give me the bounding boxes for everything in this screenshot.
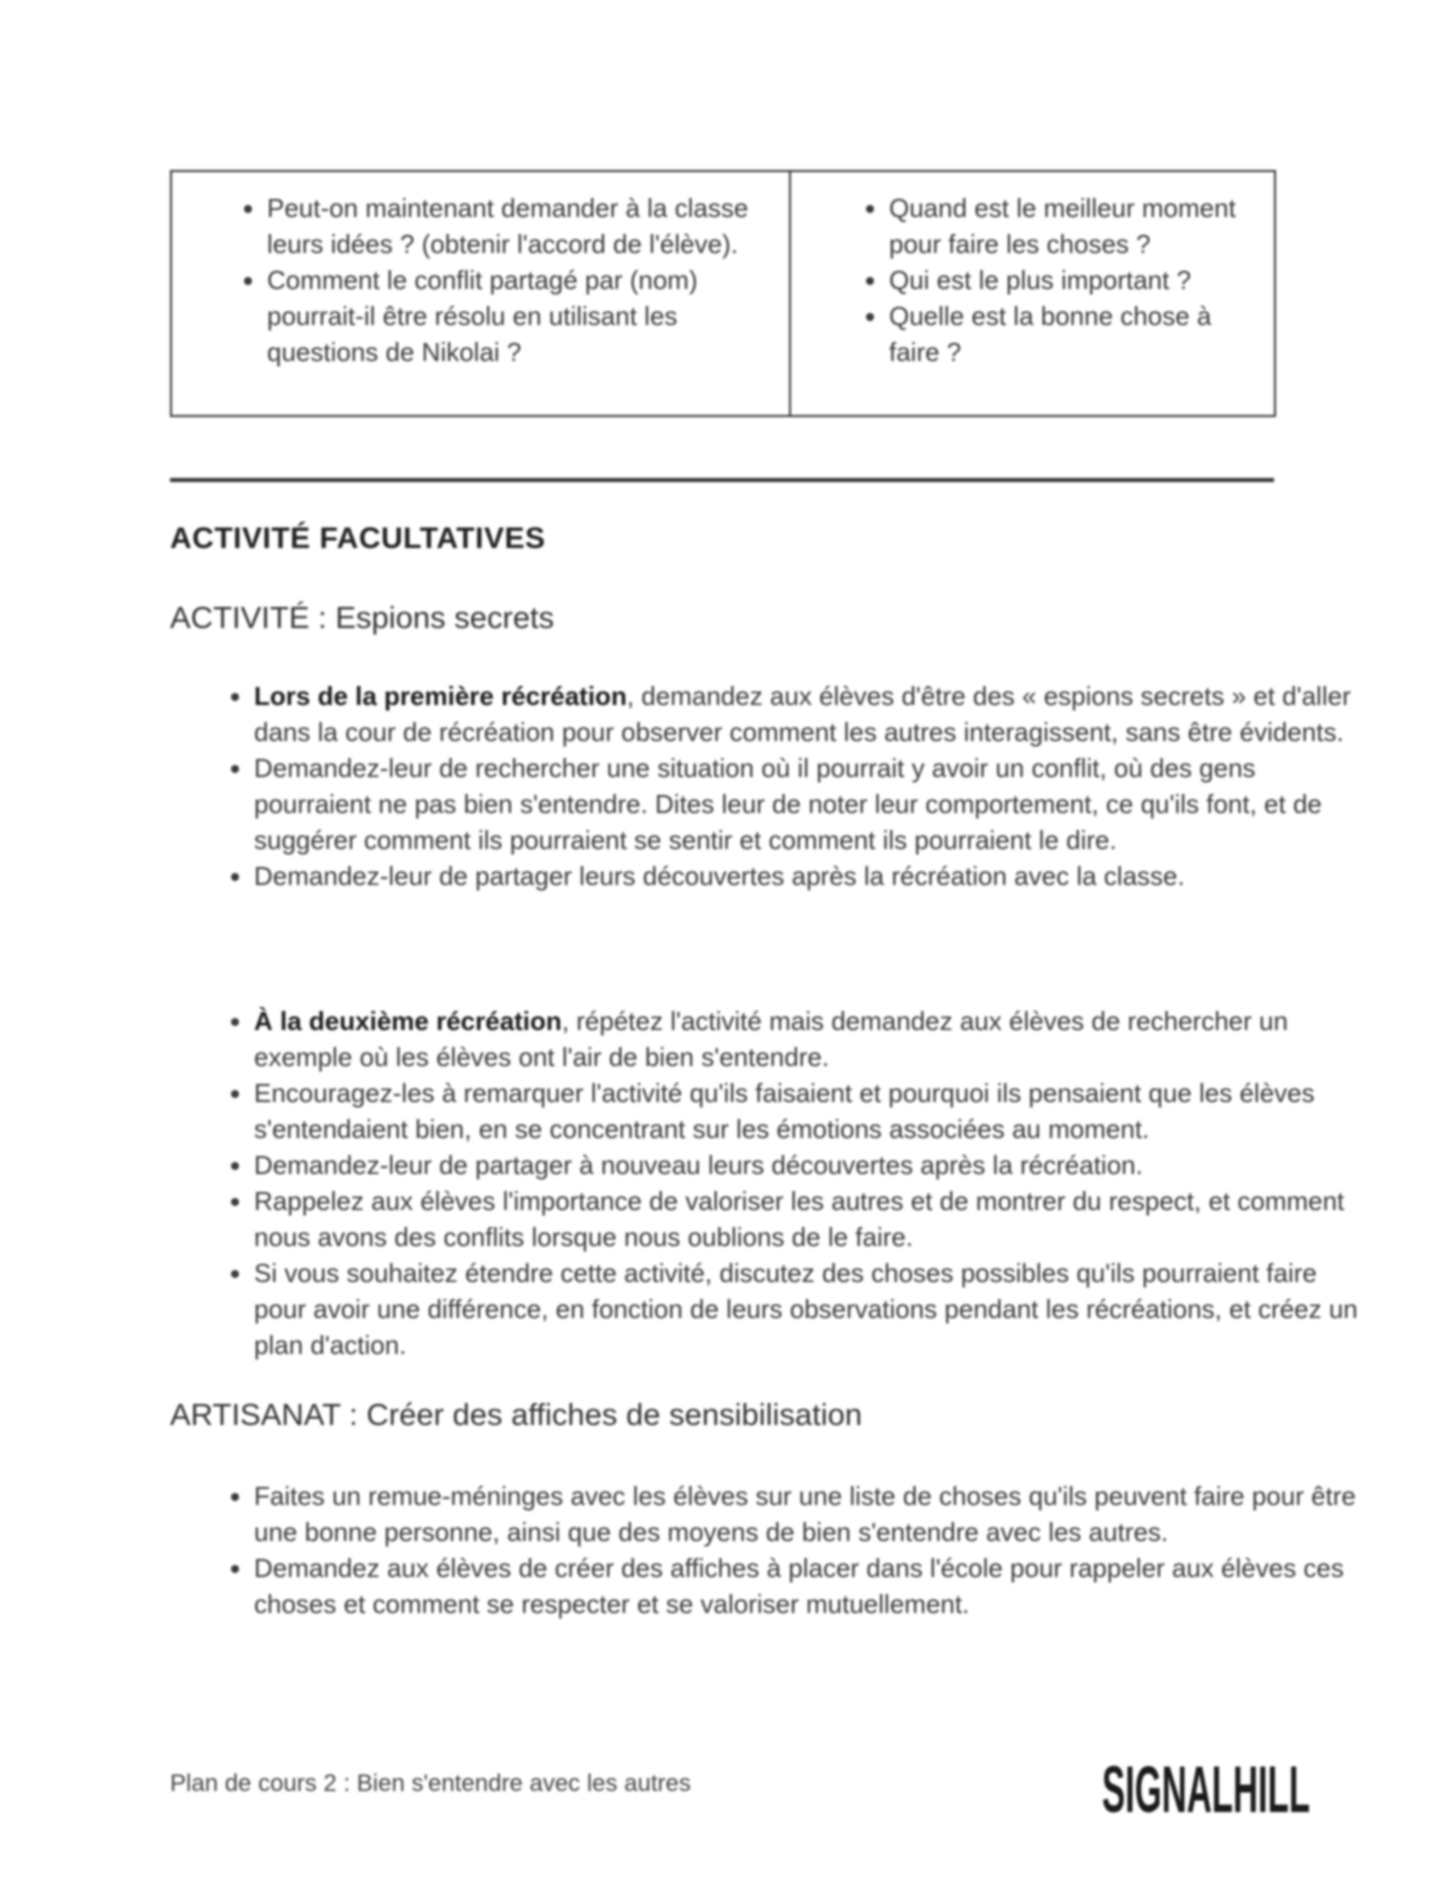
questions-table-right-cell xyxy=(791,172,1274,415)
logo-lettering: SIGNALHILL xyxy=(1102,1752,1310,1825)
list-item xyxy=(254,1075,1364,1147)
list-item xyxy=(254,1478,1364,1550)
list-item-text: Rappelez aux élèves l'importance de valoriser les autres et de montrer du respect, et comment nous avons des conflits lorsque nous oublions de le faire. xyxy=(254,1186,1345,1252)
table-bullet: • Peut-on maintenant demander à la classe leurs idées ? (obtenir l'accord de l'élève). xyxy=(267,190,769,262)
footer-lesson-title: Plan de cours 2 : Bien s'entendre avec les autres xyxy=(170,1770,691,1797)
list-item xyxy=(254,1183,1364,1255)
list-item-text: Faites un remue-méninges avec les élèves sur une liste de choses qu'ils peuvent faire pour être une bonne personne, ainsi que des moyens de bien s'entendre avec les autres. xyxy=(254,1481,1356,1547)
list-item-text: , répétez l'activité mais demandez aux élèves de rechercher un exemple où les élèves ont l'air de bien s'entendre. xyxy=(254,1006,1288,1072)
list-item xyxy=(254,1255,1364,1363)
table-bullet: • Quand est le meilleur moment pour faire les choses ? xyxy=(889,190,1254,262)
section-divider xyxy=(170,478,1274,482)
list-item xyxy=(254,1550,1364,1622)
list-item-text: Demandez-leur de rechercher une situation où il pourrait y avoir un conflit, où des gens pourraient ne pas bien s'entendre. Dites leur de noter leur comportement, ce qu'ils font, et de suggérer comment ils pourraient se sentir et comment ils pourraient le dire. xyxy=(254,753,1322,855)
table-bullet: • Quelle est la bonne chose à faire ? xyxy=(889,298,1254,370)
list-item xyxy=(254,750,1364,858)
table-bullet: • Qui est le plus important ? xyxy=(889,262,1254,298)
activity-title: ACTIVITÉ : Espions secrets xyxy=(170,600,555,635)
questions-table xyxy=(170,170,1276,417)
activity-list-second-recess xyxy=(170,1003,1364,1363)
list-item xyxy=(254,1003,1364,1075)
activity-list-first-recess xyxy=(170,678,1364,894)
list-item-bold: Lors de la première récréation xyxy=(254,681,627,711)
craft-list xyxy=(170,1478,1364,1622)
table-bullet: • Comment le conflit partagé par (nom) pourrait-il être résolu en utilisant les questions de Nikolai ? xyxy=(267,262,769,370)
list-item-text: Demandez-leur de partager à nouveau leurs découvertes après la récréation. xyxy=(254,1150,1143,1180)
list-item-text: Si vous souhaitez étendre cette activité, discutez des choses possibles qu'ils pourraient faire pour avoir une différence, en fonction de leurs observations pendant les récréations, et créez un plan d'action. xyxy=(254,1258,1358,1360)
list-item-bold: À la deuxième récréation xyxy=(254,1006,562,1036)
list-item-text: Encouragez-les à remarquer l'activité qu'ils faisaient et pourquoi ils pensaient que les élèves s'entendaient bien, en se concentrant sur les émotions associées au moment. xyxy=(254,1078,1315,1144)
section-title: ACTIVITÉ FACULTATIVES xyxy=(170,522,546,555)
list-item xyxy=(254,858,1364,894)
list-item xyxy=(254,678,1364,750)
signalhill-logo xyxy=(1102,1750,1312,1825)
questions-table-left-cell xyxy=(172,172,791,415)
craft-title: ARTISANAT : Créer des affiches de sensibilisation xyxy=(170,1397,863,1432)
list-item-text: , demandez aux élèves d'être des « espions secrets » et d'aller dans la cour de récréation pour observer comment les autres interagissent, sans être évidents. xyxy=(254,681,1351,747)
list-item-text: Demandez aux élèves de créer des affiches à placer dans l'école pour rappeler aux élèves ces choses et comment se respecter et se valoriser mutuellement. xyxy=(254,1553,1344,1619)
list-item-text: Demandez-leur de partager leurs découvertes après la récréation avec la classe. xyxy=(254,861,1185,891)
list-item xyxy=(254,1147,1364,1183)
